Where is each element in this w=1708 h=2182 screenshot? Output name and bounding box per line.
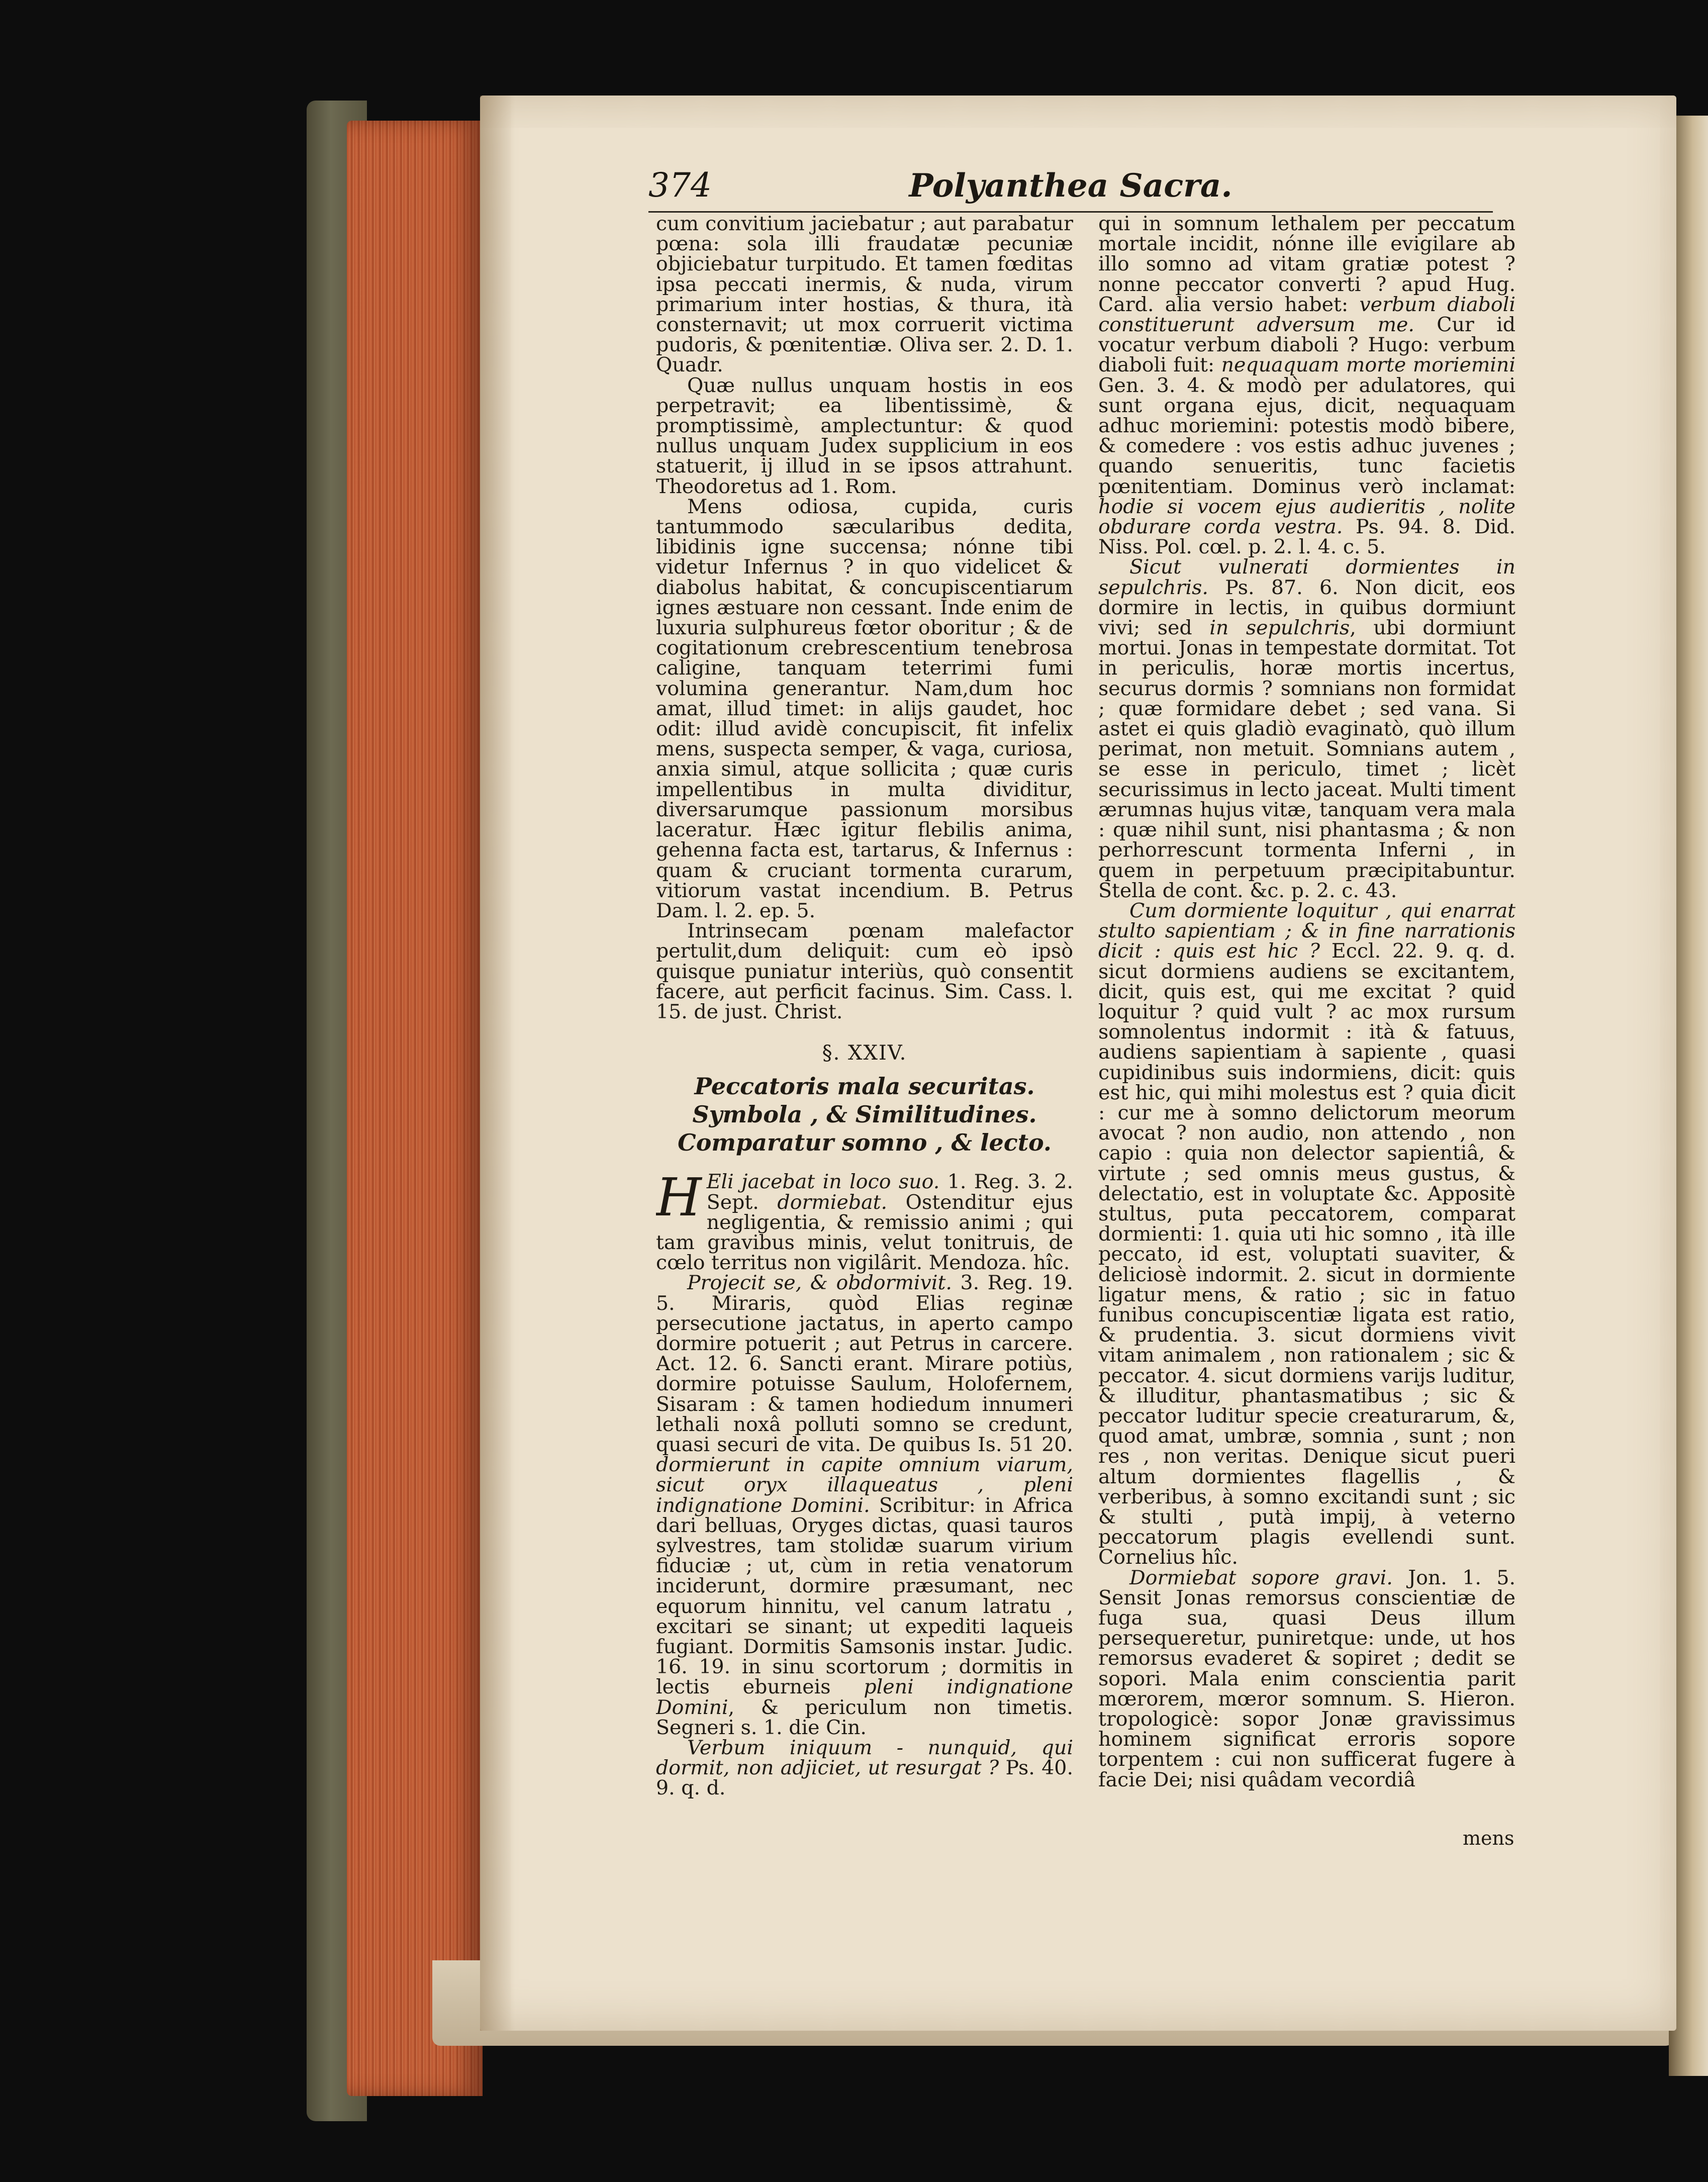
text-run: 1. Reg. 3. 2. Sept. — [706, 1170, 1073, 1214]
text-run: Scribitur: in Africa dari belluas, Oryges dictas, quasi tauros sylvestres, tam stolidæ suarum virium fiduciæ ; ut, cùm in retia venatorum inciderunt, dormire præsumant, nec equorum hinnitu, vel canum latratu , excitari se sinant; ut expediti laqueis fugiant. Dormitis Samsonis instar. Judic. 16. 19. in sinu scortorum ; dormitis in lectis eburneis — [656, 1493, 1073, 1699]
section-subtitle: Symbola , & Similitudines. — [692, 1101, 1037, 1128]
text-run: qui in somnum lethalem per peccatum mortale incidit, nónne ille evigilare ab illo somno ad vitam gratiæ potest ? nonne peccator converti ? apud Hug. Card. alia versio habet: — [1098, 214, 1515, 316]
citation-italic: hodie si vocem ejus audieritis , nolite obdurare corda vestra. — [1098, 495, 1515, 539]
paragraph: Intrinsecam pœnam malefactor pertulit,dum deliquit: cum eò ipsò quisque puniatur interiùs, quò consentit facere, aut perficit facinus. Sim. Cass. l. 15. de just. Christ. — [656, 919, 1073, 1023]
paragraph — [1098, 1568, 1515, 1790]
paragraph: cum convitium jaciebatur ; aut parabatur pœna: sola illi fraudatæ pecuniæ objiciebatur turpitudo. Et tamen fœditas ipsa peccati inermis, & nuda, virum primarium inter hostias, & thura, ità consternavit; ut mox corruerit victima pudoris, & pœnitentiæ. Oliva ser. 2. D. 1. Quadr. — [656, 214, 1073, 377]
citation-italic: dormierunt in capite omnium viarum, sicut oryx illaqueatus , pleni indignatione Domini. — [656, 1453, 1073, 1517]
catchword: mens — [1463, 1827, 1514, 1849]
text-run: Ps. 40. 9. q. d. — [656, 1756, 1073, 1800]
citation-italic: Eli jacebat in loco suo. — [706, 1170, 940, 1194]
citation-italic: nequaquam morte moriemini — [1221, 353, 1515, 377]
citation-italic: Projecit se, & obdormivit. — [687, 1271, 952, 1295]
text-run: Jon. 1. 5. Sensit Jonas remorsus conscientiæ de fuga sua, quasi Deus illum persequeretur, puniretque: unde, ut hos remorsus evaderet & sopiret ; dedit se sopori. Mala enim conscientia parit mœrorem, mœror somnum. S. Hieron. tropologicè: sopor Jonæ gravissimus hominem significat erroris sopore torpentem : cui non sufficerat fugere à facie Dei; nisi quâdam vecordiâ — [1098, 1566, 1515, 1791]
text-run: Eccl. 22. 9. q. d. sicut dormiens audiens se excitantem, dicit, quis est, qui me excitat ? quid loquitur ? quid vult ? ac mox rursum somnolentus indormit : ità & fatuus, audiens sapientiam à sapiente , quasi cupidinibus suis indormiens, dicit: quis est hic, qui mihi molestus est ? quia dicit : cur me à somno delictorum meorum avocat ? non audio, non attendo , non capio : quia non delector sapientiâ, & virtute ; sed omnis meus gustus, & delectatio, est in voluptate &c. Appositè stultus, puta peccatorem, comparat dormienti: 1. quia uti hic somno , ità ille peccato, id est, voluptati suaviter, & deliciosè indormit. 2. sicut in dormiente ligatur mens, & ratio ; sic in fatuo funibus concupiscentiæ ligata est ratio, & prudentia. 3. sicut dormiens vivit vitam animalem , non rationalem ; sic & peccator. 4. sicut dormiens varijs luditur, & illuditur, phantasmatibus ; sic & peccator luditur specie creaturarum, &, quod amat, umbræ, somnia , sunt ; non res , non veritas. Denique sicut pueri altum dormientes flagellis , & verberibus, à somno excitandi sunt ; sic & stulti , putà impij, à veterno peccatorum plagis evellendi sunt. Cornelius hîc. — [1098, 939, 1515, 1569]
left-column — [656, 214, 1073, 1872]
paragraph: Quæ nullus unquam hostis in eos perpetravit; ea libentissimè, & promptissimè, amplectuntur: & quod nullus unquam Judex supplicium in eos statuerit, ij illud in se ipsos attrahunt. Theodoretus ad 1. Rom. — [656, 373, 1073, 498]
paragraph — [656, 1738, 1073, 1798]
section-number: §. XXIV. — [822, 1041, 907, 1065]
text-run: Cur id vocatur verbum diaboli ? Hugo: verbum diaboli fuit: — [1098, 313, 1515, 377]
page-edges — [347, 121, 483, 2096]
drop-cap: H — [656, 1167, 702, 1228]
page-number: 374 — [648, 166, 712, 205]
citation-italic: Verbum iniquum - nunquid, qui dormit, non adjiciet, ut resurgat ? — [656, 1736, 1073, 1780]
paragraph — [656, 1167, 1073, 1275]
running-head — [648, 166, 1493, 213]
header-title: Polyanthea Sacra. — [909, 167, 1232, 205]
paragraph — [656, 1273, 1073, 1738]
citation-italic: Dormiebat sopore gravi. — [1129, 1566, 1393, 1589]
text-run: Ostenditur ejus negligentia, & remissio animi ; qui tam gravibus minis, velut tonitruis, de cœlo territus non vigilârit. Mendoza. hîc. — [656, 1190, 1073, 1275]
citation-italic: Cum dormiente loquitur , qui enarrat stulto sapientiam ; & in fine narrationis dicit : quis est hic ? — [1098, 899, 1515, 963]
paragraph — [1098, 557, 1515, 900]
citation-italic: Sicut vulnerati dormientes in sepulchris. — [1098, 555, 1515, 599]
right-column — [1098, 214, 1515, 1872]
paragraph — [1098, 214, 1515, 557]
section-subtitle: Comparatur somno , & lecto. — [678, 1129, 1052, 1157]
text-run: Ps. 87. 6. Non dicit, eos dormire in lectis, in quibus dormiunt vivi; sed — [1098, 576, 1515, 640]
text-run: 3. Reg. 19. 5. Miraris, quòd Elias reginæ persecutione jactatus, in aperto campo dormire potuerit ; aut Petrus in carcere. Act. 12. 6. Sancti erant. Mirare potiùs, dormire potuisse Saulum, Holofernem, Sisaram : & tamen hodiedum innumeri lethali noxâ polluti somno se credunt, quasi securi de vita. De quibus Is. 51 20. — [656, 1271, 1073, 1456]
citation-italic: pleni indignatione Domini — [656, 1675, 1073, 1719]
text-run: Ps. 94. 8. Did. Niss. Pol. cœl. p. 2. l. 4. c. 5. — [1098, 515, 1515, 559]
citation-italic: in sepulchris — [1209, 616, 1350, 640]
text-run: , & periculum non timetis. Segneri s. 1. die Cin. — [656, 1695, 1073, 1739]
section-title: Peccatoris mala securitas. — [694, 1073, 1035, 1100]
text-run: Gen. 3. 4. & modò per adulatores, qui sunt organa ejus, dicit, nequaquam adhuc moriemini: potestis modò bibere, & comedere : vos estis adhuc juvenes ; quando senueritis, tunc facietis pœnitentiam. Dominus verò inclamat: — [1098, 373, 1515, 498]
paragraph — [1098, 901, 1515, 1568]
citation-italic: dormiebat. — [777, 1190, 888, 1214]
paragraph: Mens odiosa, cupida, curis tantummodo sæcularibus dedita, libidinis igne succensa; nónne tibi videtur Infernus ? in quo videlicet & diabolus habitat, & concupiscentiarum ignes æstuare non cessant. Inde enim de luxuria sulphureus fœtor oboritur ; & de cogitationum crebrescentium tenebrosa caligine, tanquam teterrimi fumi volumina generantur. Nam,dum hoc amat, illud timet: in alijs gaudet, hoc odit: illud avidè concupiscit, fit infelix mens, suspecta semper, & vaga, curiosa, anxia simul, atque sollicita ; quæ curis impellentibus in multa dividitur, diversarumque passionum morsibus laceratur. Hæc igitur flebilis anima, gehenna facta est, tartarus, & Infernus : quam & cruciant tormenta curarum, vitiorum vastat incendium. B. Petrus Dam. l. 2. ep. 5. — [656, 495, 1073, 922]
text-run: , ubi dormiunt mortui. Jonas in tempestate dormitat. Tot in periculis, horæ mortis incertus, securus dormis ? somnians non formidat ; quæ formidare debet ; sed vana. Si astet ei quis gladiò evaginatò, quò illum perimat, non metuit. Somnians autem , se esse in periculo, timet ; licèt securissimus in lecto jaceat. Multi timent ærumnas hujus vitæ, tanquam vera mala : quæ nihil sunt, nisi phantasma ; & non perhorrescunt tormenta Inferni , in quem in perpetuum præcipitabuntur. Stella de cont. &c. p. 2. c. 43. — [1098, 616, 1515, 902]
citation-italic: verbum diaboli constituerunt adversum me. — [1098, 293, 1515, 337]
